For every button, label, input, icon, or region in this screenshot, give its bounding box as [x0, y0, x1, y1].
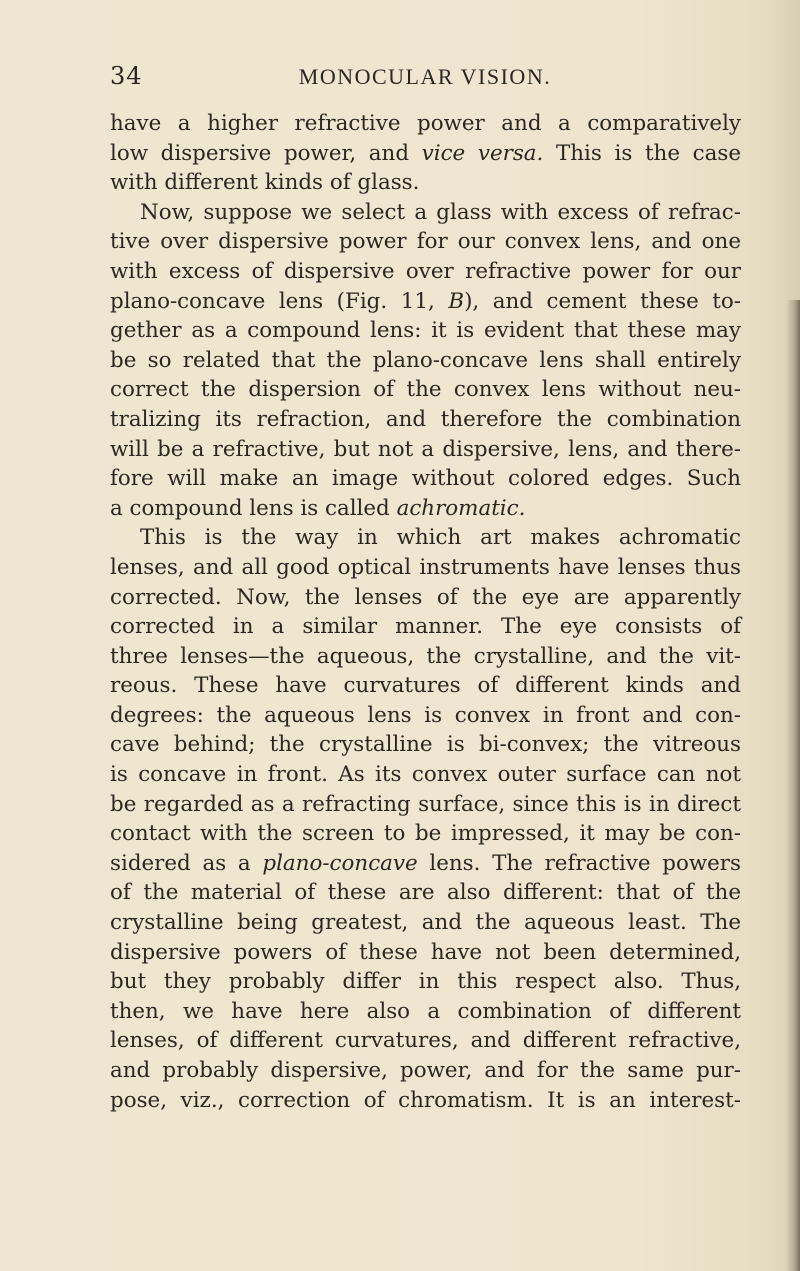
text-line-25: contact with the screen to be impressed, it may be con-	[110, 821, 741, 847]
italic-plano-concave: plano-concave	[262, 850, 418, 876]
body-text	[110, 109, 741, 1115]
text-line-11: tralizing its refraction, and therefore the combination	[110, 406, 741, 432]
text-line-7-start: plano-concave lens (Fig. 11,	[110, 288, 449, 314]
text-line-15: This is the way in which art makes achromatic	[140, 525, 741, 551]
text-line-14-start: a compound lens is called	[110, 495, 397, 521]
text-line-4: Now, suppose we select a glass with excess of refrac-	[140, 199, 741, 225]
text-line-30: but they probably differ in this respect also. Thus,	[110, 969, 741, 995]
text-line-10: correct the dispersion of the convex lens without neu-	[110, 377, 741, 403]
text-line-9: be so related that the plano-concave lens shall entirely	[110, 347, 741, 373]
text-line-21: degrees: the aqueous lens is convex in front and con-	[110, 702, 741, 728]
text-line-32: lenses, of different curvatures, and different refractive,	[110, 1028, 741, 1054]
text-line-28: crystalline being greatest, and the aqueous least. The	[110, 910, 741, 936]
text-line-17: corrected. Now, the lenses of the eye are apparently	[110, 584, 741, 610]
text-line-12: will be a refractive, but not a dispersive, lens, and there-	[110, 436, 741, 462]
text-line-26	[110, 849, 741, 879]
running-head	[110, 62, 740, 92]
text-line-29: dispersive powers of these have not been determined,	[110, 939, 741, 965]
text-line-26-start: sidered as a	[110, 850, 263, 876]
text-line-16: lenses, and all good optical instruments have lenses thus	[110, 554, 741, 580]
text-line-2-start: low dispersive power, and	[110, 140, 422, 166]
text-line-13: fore will make an image without colored edges. Such	[110, 466, 741, 492]
text-line-1: have a higher refractive power and a comparatively	[110, 111, 741, 136]
text-line-18: corrected in a similar manner. The eye consists of	[110, 614, 741, 640]
text-line-27: of the material of these are also different: that of the	[110, 880, 741, 906]
text-line-2-end: This is the case	[543, 140, 741, 166]
text-line-14	[110, 494, 741, 524]
text-line-19: three lenses—the aqueous, the crystalline, and the vit-	[110, 643, 741, 669]
page-number: 34	[110, 62, 143, 90]
italic-fig-b: B	[448, 288, 465, 314]
text-line-22: cave behind; the crystalline is bi-convex; the vitreous	[110, 732, 741, 758]
text-line-7	[110, 287, 741, 317]
text-line-33: and probably dispersive, power, and for the same pur-	[110, 1058, 741, 1083]
text-line-20: reous. These have curvatures of different kinds and	[110, 673, 741, 699]
text-line-7-end: ), and cement these to-	[464, 288, 741, 314]
running-title: MONOCULAR VISION.	[298, 64, 552, 89]
text-line-23: is concave in front. As its convex outer surface can not	[110, 762, 741, 788]
text-line-6: with excess of dispersive over refractive power for our	[110, 258, 741, 284]
page-edge-shadow	[786, 300, 800, 1271]
text-line-24: be regarded as a refracting surface, since this is in direct	[110, 791, 741, 817]
italic-achromatic: achromatic.	[396, 495, 526, 521]
text-line-8: gether as a compound lens: it is evident that these may	[110, 318, 741, 344]
italic-vice-versa: vice versa.	[421, 140, 544, 166]
text-line-31: then, we have here also a combination of different	[110, 998, 741, 1024]
text-line-34: pose, viz., correction of chromatism. It is an interest-	[110, 1087, 741, 1113]
text-line-5: tive over dispersive power for our convex lens, and one	[110, 229, 741, 255]
text-line-26-end: lens. The refractive powers	[417, 850, 741, 876]
text-line-2	[110, 139, 741, 169]
text-line-3: with different kinds of glass.	[110, 170, 420, 196]
